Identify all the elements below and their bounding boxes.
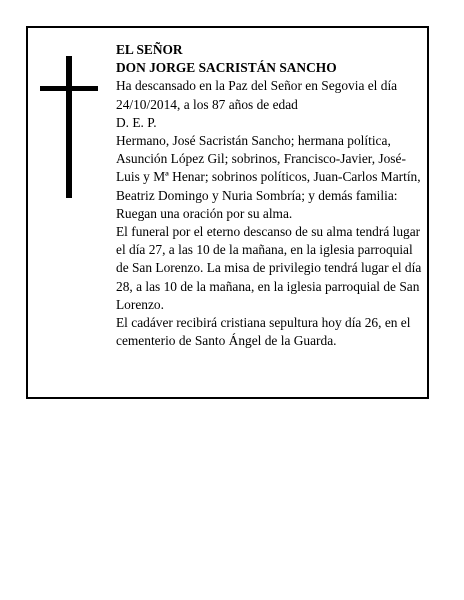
burial-details: El cadáver recibirá cristiana sepultura hoy día 26, en el cementerio de Santo Ángel de la Guarda. [116, 315, 411, 349]
notice-text [116, 41, 422, 350]
dep-abbreviation: D. E. P. [116, 114, 157, 130]
cross-horizontal-bar [40, 86, 98, 91]
family-list: Hermano, José Sacristán Sancho; hermana política, Asunción López Gil; sobrinos, Francisco-Javier, José-Luis y Mª Henar; sobrinos políticos, Juan-Carlos Martín, Beatriz Domingo y Nuria Sombría; y demás familia: [116, 133, 421, 203]
obituary-notice [26, 26, 429, 399]
prayer-request: Ruegan una oración por su alma. [116, 205, 293, 221]
title-line-1: EL SEÑOR [116, 42, 183, 57]
cross-icon [40, 56, 98, 198]
funeral-details: El funeral por el eterno descanso de su alma tendrá lugar el día 27, a las 10 de la mañana, en la iglesia parroquial de San Lorenzo. La misa de privilegio tendrá lugar el día 28, a las 10 de la mañana, en la iglesia parroquial de San Lorenzo. [116, 224, 422, 312]
cross-vertical-bar [66, 56, 72, 198]
deceased-name: DON JORGE SACRISTÁN SANCHO [116, 60, 337, 76]
rest-statement: Ha descansado en la Paz del Señor en Segovia el día 24/10/2014, a los 87 años de edad [116, 78, 398, 112]
